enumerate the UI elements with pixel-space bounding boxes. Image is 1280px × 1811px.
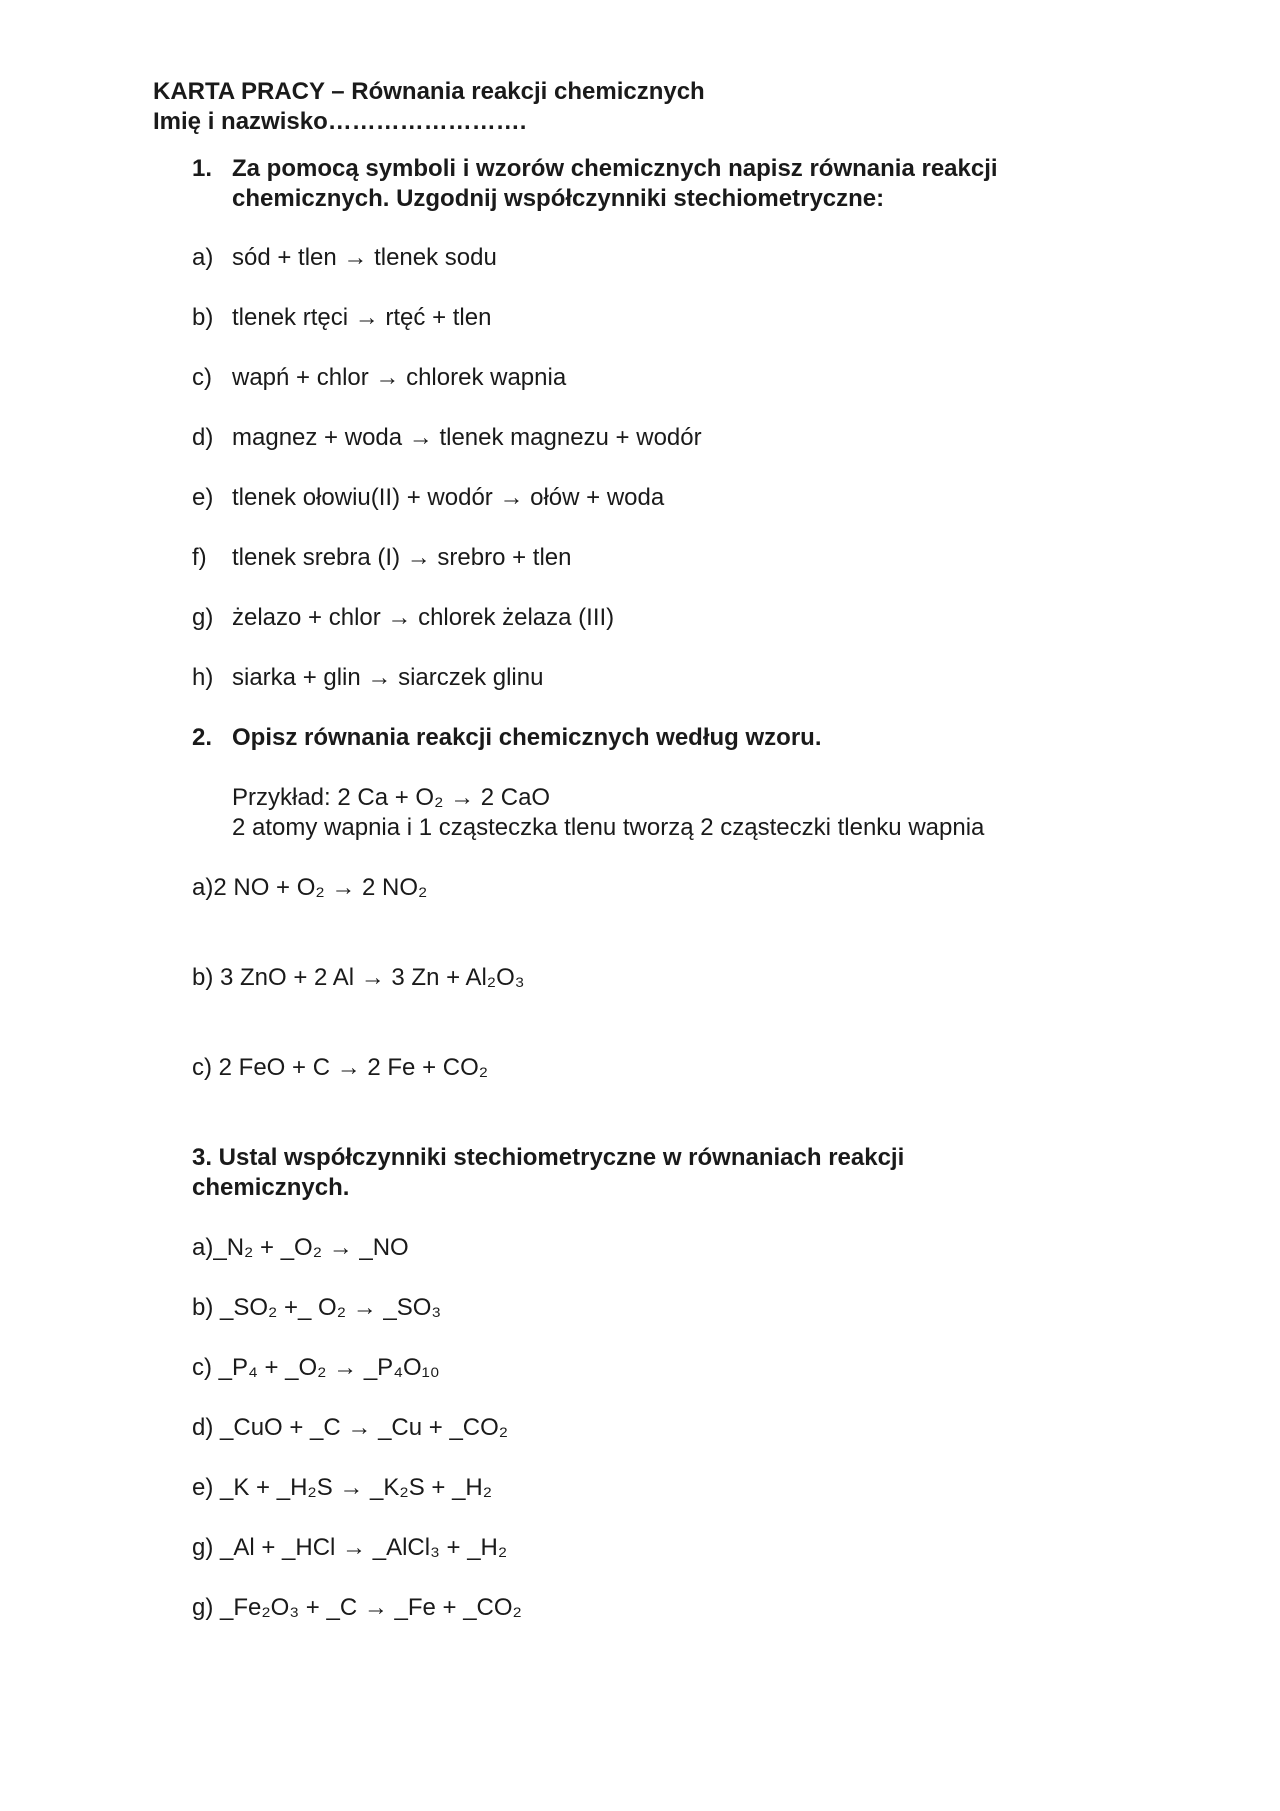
task2-number: 2. (192, 724, 213, 751)
item-text: tlenek ołowiu(II) + wodór → ołów + woda (232, 484, 665, 511)
item-text: tlenek srebra (I) → srebro + tlen (232, 544, 572, 571)
task1-instruction-line1: Za pomocą symboli i wzorów chemicznych napisz równania reakcji (232, 155, 998, 182)
item-text: sód + tlen → tlenek sodu (232, 244, 497, 271)
item-letter: a) (192, 244, 214, 271)
task3-item: d) _CuO + _C → _Cu + _CO₂ (192, 1414, 509, 1441)
task2-example-equation: Przykład: 2 Ca + O₂ → 2 CaO (232, 784, 551, 811)
item-letter: g) (192, 604, 214, 631)
item-text: wapń + chlor → chlorek wapnia (232, 364, 567, 391)
item-text: magnez + woda → tlenek magnezu + wodór (232, 424, 702, 451)
item-text: tlenek rtęci → rtęć + tlen (232, 304, 492, 331)
item-letter: e) (192, 484, 214, 511)
task3-item: e) _K + _H₂S → _K₂S + _H₂ (192, 1474, 493, 1501)
task2-example-description: 2 atomy wapnia i 1 cząsteczka tlenu tworzą 2 cząsteczki tlenku wapnia (232, 814, 985, 841)
task3-item: a)_N₂ + _O₂ → _NO (192, 1234, 409, 1261)
task2-instruction: Opisz równania reakcji chemicznych według wzoru. (232, 724, 822, 751)
task2-item: b) 3 ZnO + 2 Al → 3 Zn + Al₂O₃ (192, 964, 525, 991)
item-letter: h) (192, 664, 214, 691)
item-letter: d) (192, 424, 214, 451)
item-text: siarka + glin → siarczek glinu (232, 664, 544, 691)
item-letter: f) (192, 544, 207, 571)
task2-item: c) 2 FeO + C → 2 Fe + CO₂ (192, 1054, 489, 1081)
task3-instruction-line2: chemicznych. (192, 1174, 350, 1201)
task3-item: g) _Fe₂O₃ + _C → _Fe + _CO₂ (192, 1594, 522, 1621)
name-line: Imię i nazwisko……………………. (153, 108, 527, 135)
task1-instruction-line2: chemicznych. Uzgodnij współczynniki stechiometryczne: (232, 185, 885, 212)
task3-item: c) _P₄ + _O₂ → _P₄O₁₀ (192, 1354, 440, 1381)
task3-item: g) _Al + _HCl → _AlCl₃ + _H₂ (192, 1534, 508, 1561)
item-letter: b) (192, 304, 214, 331)
task3-item: b) _SO₂ +_ O₂ → _SO₃ (192, 1294, 442, 1321)
task2-item: a)2 NO + O₂ → 2 NO₂ (192, 874, 428, 901)
task1-number: 1. (192, 155, 213, 182)
page-title: KARTA PRACY – Równania reakcji chemicznych (153, 78, 705, 105)
task3-instruction-line1: 3. Ustal współczynniki stechiometryczne w równaniach reakcji (192, 1144, 905, 1171)
item-letter: c) (192, 364, 212, 391)
item-text: żelazo + chlor → chlorek żelaza (III) (232, 604, 615, 631)
